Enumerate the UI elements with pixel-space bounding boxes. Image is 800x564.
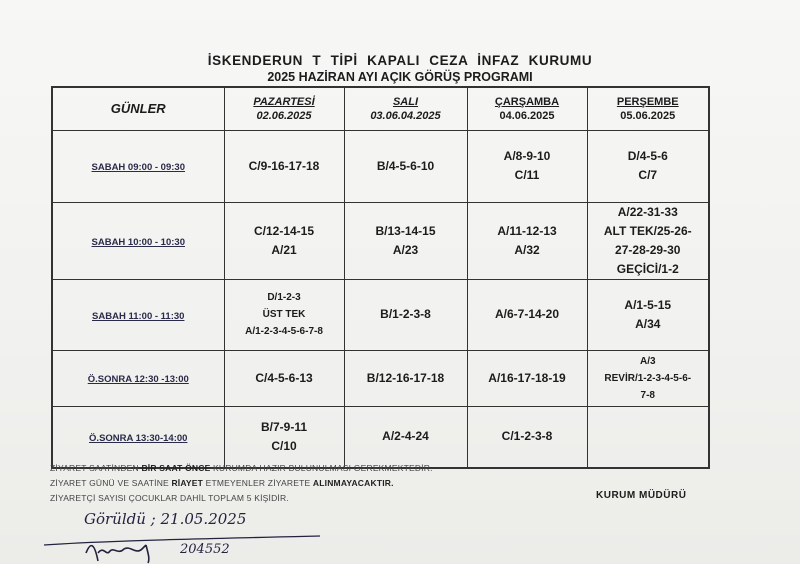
schedule-cell: [587, 130, 709, 202]
schedule-cell: [344, 130, 467, 202]
schedule-cell: [467, 202, 587, 279]
cell-entry: C/4-5-6-13: [255, 370, 313, 385]
day-name: SALI: [392, 95, 419, 108]
days-label: GÜNLER: [110, 100, 166, 116]
schedule-cell: [587, 202, 709, 279]
schedule-cell: [467, 279, 587, 350]
cell-entry: A/16-17-18-19: [488, 370, 566, 385]
cell-entry: A/23: [392, 242, 419, 257]
cell-entry: A/22-31-33: [617, 204, 678, 219]
schedule-cell: [224, 202, 344, 279]
time-slot: SABAH 10:00 - 10:30: [91, 236, 185, 248]
day-header: [344, 87, 467, 130]
footer-note-2: ZİYARET GÜNÜ VE SAATİNE RİAYET ETMEYENLER ZİYARETE ALINMAYACAKTIR.: [50, 478, 394, 488]
table-row: [52, 350, 709, 406]
schedule-cell: [467, 350, 587, 406]
days-corner-cell: [52, 87, 224, 130]
table-header-row: [52, 87, 709, 130]
cell-entry: C/9-16-17-18: [248, 158, 320, 173]
cell-entry: B/13-14-15: [375, 223, 436, 238]
time-slot: SABAH 11:00 - 11:30: [92, 310, 185, 322]
time-slot-cell: [52, 406, 224, 468]
schedule-cell: [344, 202, 467, 279]
cell-entry: GEÇİCİ/1-2: [616, 261, 679, 276]
cell-entry: ALT TEK/25-26-: [603, 223, 692, 238]
cell-entry: ÜST TEK: [262, 309, 306, 320]
cell-entry: B/12-16-17-18: [366, 370, 445, 385]
day-date: 04.06.2025: [499, 109, 555, 122]
table-row: [52, 202, 709, 279]
schedule-cell: [467, 130, 587, 202]
day-header: [587, 87, 709, 130]
table-row: [52, 279, 709, 350]
time-slot: Ö.SONRA 12:30 -13:00: [87, 374, 189, 385]
handwritten-seen-note: Görüldü ; 21.05.2025: [84, 510, 247, 528]
cell-entry: B/1-2-3-8: [380, 307, 431, 321]
time-slot: SABAH 09:00 - 09:30: [91, 162, 185, 173]
table-row: [52, 130, 709, 202]
schedule-cell: [587, 279, 709, 350]
footer-note-1: ZİYARET SAATİNDEN BİR SAAT ÖNCE KURUMDA HAZIR BULUNULMASI GEREKMEKTEDİR.: [50, 463, 433, 473]
cell-entry: 27-28-29-30: [615, 242, 681, 257]
cell-entry: A/21: [271, 242, 297, 257]
handwritten-number: 204552: [180, 542, 230, 557]
schedule-cell: [344, 406, 467, 468]
cell-entry: A/32: [514, 242, 540, 257]
director-title: KURUM MÜDÜRÜ: [596, 490, 687, 501]
day-header: [224, 87, 344, 130]
cell-entry: 7-8: [640, 389, 655, 401]
cell-entry: A/1-2-3-4-5-6-7-8: [245, 326, 323, 337]
cell-entry: A/3: [639, 355, 656, 367]
cell-entry: C/10: [271, 438, 297, 453]
schedule-cell: [344, 279, 467, 350]
day-name: ÇARŞAMBA: [494, 95, 560, 108]
visit-schedule-table: [51, 86, 710, 469]
cell-entry: A/8-9-10: [503, 149, 551, 163]
day-date: 03.06.04.2025: [370, 109, 441, 122]
time-slot-cell: [52, 279, 224, 350]
schedule-cell: [587, 406, 709, 468]
day-name: PAZARTESİ: [253, 95, 315, 108]
cell-entry: A/2-4-24: [382, 429, 429, 444]
schedule-cell: [467, 406, 587, 468]
schedule-cell: [587, 350, 709, 406]
cell-entry: C/1-2-3-8: [501, 429, 553, 444]
cell-entry: D/1-2-3: [267, 292, 301, 303]
day-date: 05.06.2025: [620, 109, 676, 122]
cell-entry: D/4-5-6: [627, 149, 668, 163]
program-title: 2025 HAZİRAN AYI AÇIK GÖRÜŞ PROGRAMI: [267, 70, 533, 84]
cell-entry: A/6-7-14-20: [494, 307, 560, 321]
time-slot-cell: [52, 130, 224, 202]
schedule-cell: [344, 350, 467, 406]
cell-entry: B/7-9-11: [260, 419, 308, 434]
cell-entry: C/12-14-15: [253, 223, 315, 238]
schedule-cell: [224, 279, 344, 350]
footer-note-3: ZİYARETÇİ SAYISI ÇOCUKLAR DAHİL TOPLAM 5 KİŞİDİR.: [50, 493, 289, 503]
cell-entry: A/1-5-15: [624, 297, 672, 312]
time-slot-cell: [52, 202, 224, 279]
cell-entry: B/4-5-6-10: [376, 158, 435, 173]
time-slot: Ö.SONRA 13:30-14:00: [89, 432, 188, 444]
cell-entry: A/11-12-13: [497, 223, 557, 238]
schedule-cell: [224, 406, 344, 468]
cell-entry: C/11: [514, 168, 540, 182]
cell-entry: A/34: [635, 316, 661, 331]
table-row: [52, 406, 709, 468]
schedule-cell: [224, 130, 344, 202]
day-header: [467, 87, 587, 130]
day-date: 02.06.2025: [256, 109, 312, 122]
cell-entry: REVİR/1-2-3-4-5-6-: [604, 372, 692, 384]
cell-entry: C/7: [638, 168, 658, 182]
institution-title: İSKENDERUN T TİPİ KAPALI CEZA İNFAZ KURUMU: [207, 53, 593, 68]
time-slot-cell: [52, 350, 224, 406]
day-name: PERŞEMBE: [616, 95, 679, 108]
schedule-cell: [224, 350, 344, 406]
